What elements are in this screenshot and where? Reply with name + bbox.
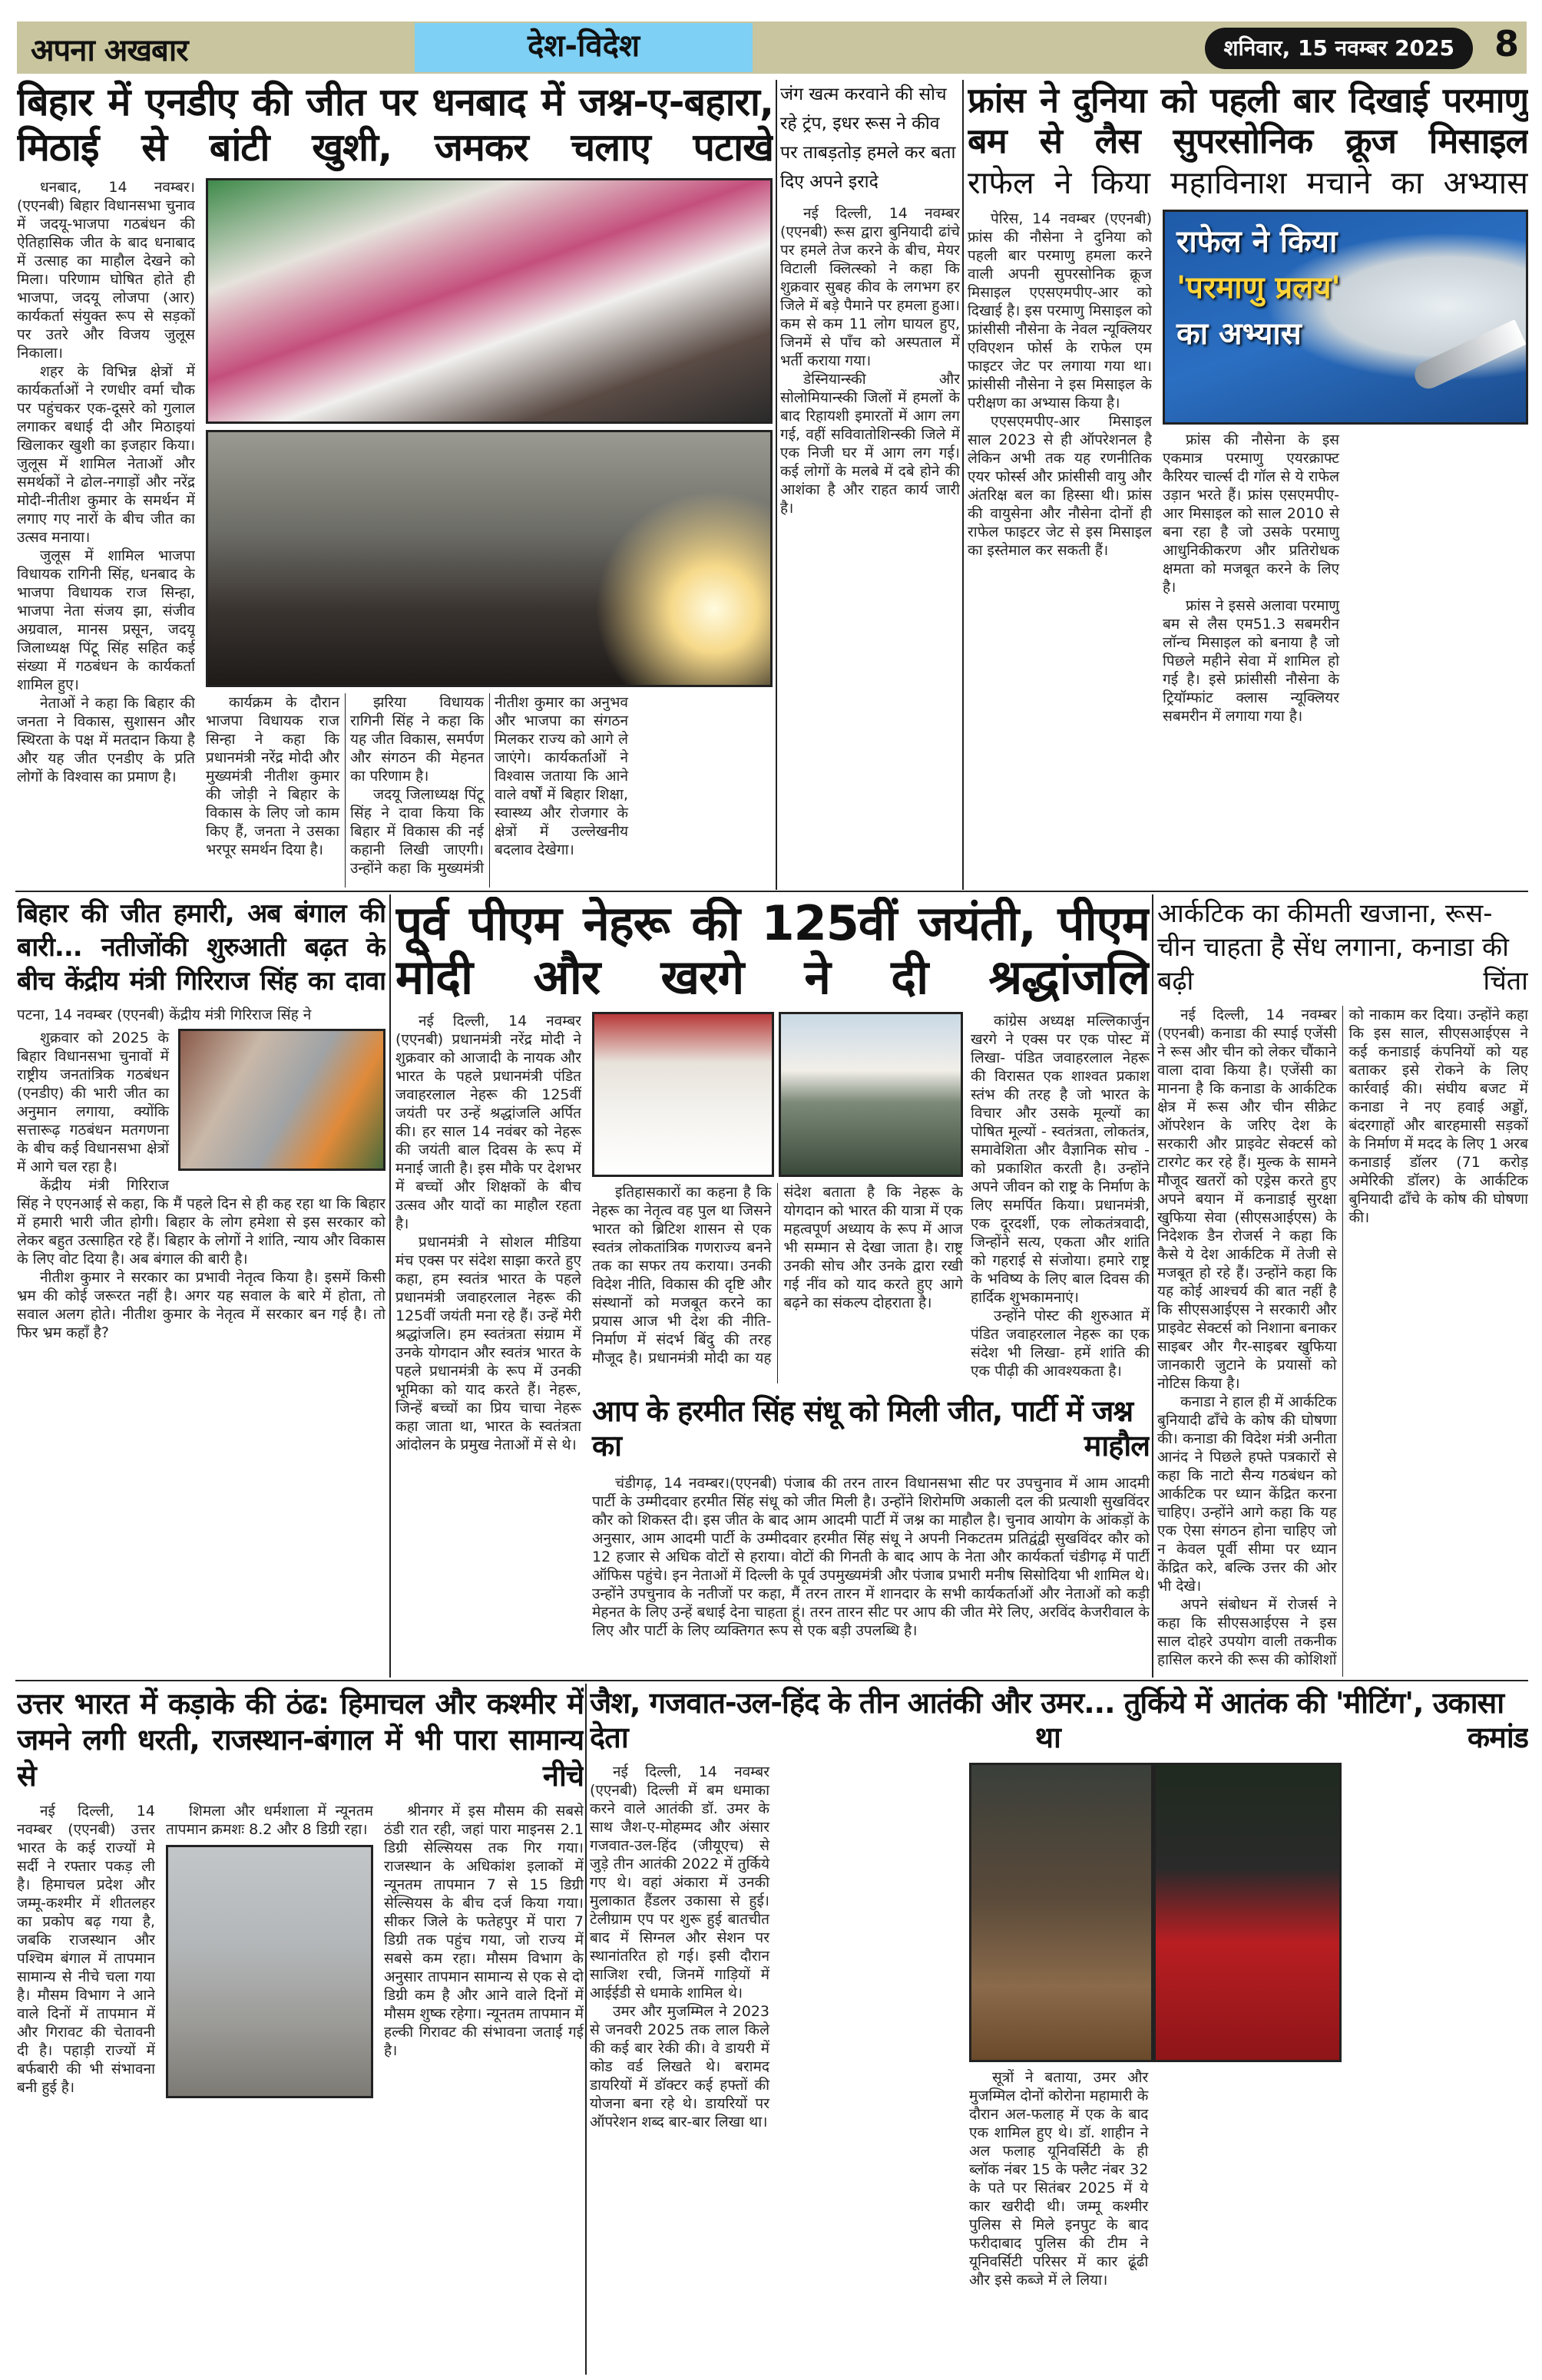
column-divider <box>962 80 964 890</box>
page-number: 8 <box>1494 23 1519 64</box>
paragraph: नई दिल्ली, 14 नवम्बर (एएनबी) प्रधानमंत्री नरेंद्र मोदी ने शुक्रवार को आजादी के नायक और भारत के पहले प्रधानमंत्री पंडित जवाहरलाल नेहरू की 125वीं जयंती पर उन्हें श्रद्धांजलि अर्पित की। हर साल 14 नवंबर को नेहरू की जयंती बाल दिवस के रूप में मनाई जाती है। इस मौके पर देशभर में बच्चों और शिक्षकों के बीच उत्सव और यादों का माहौल रहता है। <box>395 1013 581 1232</box>
celebration-photo-1 <box>206 178 773 424</box>
paragraph: झरिया विधायक रागिनी सिंह ने कहा कि यह जीत विकास, समर्पण और संगठन की मेहनत का परिणाम है। <box>350 694 484 785</box>
rafale-graphic <box>1163 210 1528 425</box>
article-body-arctic <box>1157 1006 1528 1677</box>
newspaper-brand: अपना अखबार <box>31 33 188 68</box>
nehru-statue-photo <box>779 1012 963 1177</box>
article-body-dhanbad <box>17 178 195 888</box>
paragraph: कार्यक्रम के दौरान भाजपा विधायक राज सिन्हा ने कहा कि प्रधानमंत्री नरेंद्र मोदी और मुख्यमंत्री नीतीश कुमार की जोड़ी ने बिहार के विकास के लिए जो काम किए हैं, जनता ने उसका भरपूर समर्थन दिया है। <box>206 694 339 858</box>
paragraph: केंद्रीय मंत्री गिरिराज सिंह ने एएनआई से कहा, कि मैं पहले दिन से ही कह रहा था कि बिहार में हमारी भारी जीत होगी। बिहार के लोग हमेशा से इस सरकार को लेकर बहुत उत्साहित रहे हैं। बिहार के लोगों ने शांति, न्याय और विकास के लिए वोट दिया है। अब बंगाल की बारी है। <box>17 1177 386 1268</box>
paragraph: कनाडा ने हाल ही में आर्कटिक बुनियादी ढाँचे के कोष की घोषणा की। कनाडा की विदेश मंत्री अनीता आनंद ने पिछले हफ्ते पत्रकारों से कहा कि नाटो सैन्य गठबंधन को आर्कटिक पर ध्यान केंद्रित करना चाहिए। उन्होंने आगे कहा कि यह एक ऐसा संगठन होना चाहिए जो न केवल पूर्वी सीमा पर ध्यान केंद्रित करे, बल्कि उत्तर की ओर भी देखे। <box>1157 1393 1337 1595</box>
headline-cold-wave: उत्तर भारत में कड़ाके की ठंढ: हिमाचल और कश्मीर में जमने लगी धरती, राजस्थान-बंगाल में भी पारा सामान्य से नीचे <box>17 1687 584 1793</box>
article-body-cold-wave-srinagar <box>384 1802 584 2372</box>
headline-harmeet: आप के हरमीत सिंह संधू को मिली जीत, पार्टी में जश्न का माहौल <box>592 1394 1150 1463</box>
headline-nehru: पूर्व पीएम नेहरू की 125वीं जयंती, पीएम मोदी और खरगे ने दी श्रद्धांजलि <box>395 897 1150 1005</box>
section-divider <box>15 1680 1528 1681</box>
giriraj-singh-photo <box>178 1029 386 1171</box>
headline-kyiv: जंग खत्म करवाने की सोच रहे ट्रंप, इधर रूस ने कीव पर ताबड़तोड़ हमले कर बता दिए अपने इरादे <box>780 84 956 192</box>
article-body-nehru-right <box>971 1012 1150 1383</box>
article-body-kyiv <box>780 204 960 888</box>
fog-photo <box>166 1845 373 2098</box>
headline-france: फ्रांस ने दुनिया को पहली बार दिखाई परमाणु बम से लैस सुपरसोनिक क्रूज मिसाइल <box>968 80 1528 162</box>
paragraph: नीतीश कुमार ने सरकार का प्रभावी नेतृत्व किया है। इसमें किसी भ्रम की कोई जरूरत नहीं है। अगर यह सवाल के बारे में होता, तो सवाल अलग होते। नीतीश कुमार के नेतृत्व में सरकार बन गई है। तो फिर भ्रम कहाँ है? <box>17 1269 386 1341</box>
article-body-harmeet <box>592 1474 1150 1677</box>
section-divider <box>15 891 1528 892</box>
paragraph: नई दिल्ली, 14 नवम्बर (एएनबी) दिल्ली में बम धमाका करने वाले आतंकी डॉ. उमर के साथ जैश-ए-मोहम्मद और अंसार गजवात-उल-हिंद (जीयूएच) से जुड़े तीन आतंकी 2022 में तुर्किये गए थे। वहां अंकारा में उनकी मुलाकात हैंडलर उकासा से हुई। टेलीग्राम एप पर शुरू हुई बातचीत बाद में सिग्नल और सेशन पर स्थानांतरित हो गई। इसी दौरान साजिश रची, जिनमें गाड़ियों में आईईडी से धमाके शामिल थे। <box>590 1763 769 2002</box>
graphic-caption-line2: 'परमाणु प्रलय' <box>1176 269 1341 306</box>
article-nehru <box>395 897 1150 1677</box>
paragraph: अपने संबोधन में रोजर्स ने कहा कि सीएसआईएस ने इस साल दोहरे उपयोग वाली तकनीक हासिल करने की रूस की कोशिशों को नाकाम कर दिया। उन्होंने कहा कि इस साल, सीएसआईएस ने कई कनाडाई कंपनियों को यह बताकर इसे रोकने के लिए कार्रवाई की। संघीय बजट में कनाडा ने नए हवाई अड्डों, बंदरगाहों और बारहमासी सड़कों के निर्माण में मदद के लिए 1 अरब कनाडाई डॉलर (71 करोड़ अमेरिकी डॉलर) के आर्कटिक बुनियादी ढाँचे के कोष की घोषणा की। <box>1157 1007 1528 1668</box>
graphic-caption-line1: राफेल ने किया <box>1176 223 1338 259</box>
paragraph: इतिहासकारों का कहना है कि नेहरू का नेतृत्व वह पुल था जिसने भारत को ब्रिटिश शासन से एक स्वतंत्र लोकतांत्रिक गणराज्य बनने तक का सफर तय कराया। उनकी विदेश नीति, विकास की दृष्टि और संस्थानों को मजबूत करने का प्रयास आज भी देश की नीति-निर्माण में संदर्भ बिंदु की तरह मौजूद है। प्रधानमंत्री मोदी का यह संदेश बताता है कि नेहरू के योगदान को भारत की यात्रा में एक महत्वपूर्ण अध्याय के रूप में आज भी सम्मान से देखा जाता है। राष्ट्र उनकी सोच और उनके द्वारा रखी गई नींव को याद करते हुए आगे बढ़ने का संकल्प दोहराता है। <box>592 1184 963 1367</box>
column-divider <box>389 894 391 1678</box>
paragraph: फ्रांस ने इससे अलावा परमाणु बम से लैस एम51.3 सबमरीन लॉन्च मिसाइल को बनाया है जो पिछले महीने सेवा में शामिल हो गई है। इसे फ्रांसीसी नौसेना के ट्रियॉम्फांट क्लास न्यूक्लियर सबमरीन में लगाया गया है। <box>1163 597 1339 725</box>
article-body-nehru-continued <box>592 1183 963 1383</box>
column-divider <box>585 1684 587 2375</box>
article-body-cold-wave-shimla <box>166 1802 373 1839</box>
paragraph: शिमला और धर्मशाला में न्यूनतम तापमान क्रमशः 8.2 और 8 डिग्री रहा। <box>166 1803 373 1838</box>
article-kyiv <box>780 80 960 888</box>
dateline-giriraj: पटना, 14 नवम्बर (एएनबी) केंद्रीय मंत्री गिरिराज सिंह ने <box>17 1007 312 1023</box>
issue-date: शनिवार, 15 नवम्बर 2025 <box>1205 28 1473 69</box>
article-jaish <box>590 1686 1528 2372</box>
article-body-giriraj <box>17 1029 386 1677</box>
paragraph: चंडीगढ़, 14 नवम्बर।(एएनबी) पंजाब की तरन तारन विधानसभा सीट पर उपचुनाव में आम आदमी पार्टी के उम्मीदवार हरमीत सिंह संधू को जीत मिली है। उन्होंने शिरोमणि अकाली दल की प्रत्याशी सुखविंदर कौर को शिकस्त दी। इस जीत के बाद आम आदमी पार्टी में जश्न का माहौल है। चुनाव आयोग के आंकड़ों के अनुसार, आम आदमी पार्टी के उम्मीदवार हरमीत सिंह संधू ने अपनी निकटतम प्रतिद्वंद्वी सुखविंदर कौर को 12 हजार से अधिक वोटों से हराया। वोटों की गिनती के बाद आप के नेता और कार्यकर्ता चंडीगढ़ में पार्टी ऑफिस पहुंचे। इन नेताओं में दिल्ली के पूर्व उपमुख्यमंत्री और पंजाब प्रभारी मनीष सिसोदिया भी शामिल थे। उन्होंने उपचुनाव के नतीजों पर कहा, मैं तरन तारन में शानदार के सभी कार्यकर्ताओं और नेताओं को कड़ी मेहनत के लिए उन्हें बधाई देना चाहता हूं। तरन तारन सीट पर आप की जीत मेरे लिए, अरविंद केजरीवाल के लिए और पार्टी के लिए व्यक्तिगत रूप से एक बड़ी उपलब्धि है। <box>592 1475 1150 1639</box>
paragraph: नई दिल्ली, 14 नवम्बर (एएनबी) उत्तर भारत के कई राज्यों मे सर्दी ने रफ्तार पकड़ ली है। हिमाचल प्रदेश और जम्मू-कश्मीर में शीतलहर का प्रकोप बढ़ गया है, जबकि राजस्थान और पश्चिम बंगाल में तापमान सामान्य से नीचे चला गया है। मौसम विभाग ने आने वाले दिनों में तापमान में और गिरावट की चेतावनी दी है। पहाड़ी राज्यों में बर्फबारी की भी संभावना बनी हुई है। <box>17 1803 155 2096</box>
paragraph: नई दिल्ली, 14 नवम्बर (एएनबी) कनाडा की स्पाई एजेंसी ने रूस और चीन को लेकर चौंकाने वाला दावा किया है। एजेंसी का मानना है कि कनाडा के आर्कटिक क्षेत्र में रूस और चीन सीक्रेट ऑपरेशन के जरिए देश के सरकारी और प्राइवेट सेक्टर्स को टारगेट कर रहे हैं। मुल्क के सामने मौजूद खतरों को एड्रेस करते हुए अपने बयान में कनाडाई सुरक्षा खुफिया सेवा (सीएसआईएस) के निदेशक डैन रोजर्स ने कहा कि कैसे ये देश आर्कटिक में तेजी से मजबूत हो रहे हैं। उन्होंने कहा कि यह कोई आश्चर्य की बात नहीं है कि सीएसआईएस ने सरकारी और प्राइवेट सेक्टर्स को निशाना बनाकर साइबर और गैर-साइबर खुफिया जानकारी जुटाने के प्रयासों को नोटिस किया है। <box>1157 1007 1337 1392</box>
paragraph: डेस्नियान्स्की और सोलोमियान्स्की जिलों में हमलों के बाद रिहायशी इमारतों में आग लग गई, वहीं सविवातोशिन्स्की जिले में एक निजी घर में आग लग गई। कई लोगों के मलबे में दबे होने की आशंका है और राहत कार्य जारी है। <box>780 371 960 517</box>
firecrackers-photo <box>206 430 773 687</box>
article-body-jaish-continued <box>969 2068 1528 2372</box>
article-giriraj <box>17 897 386 1677</box>
pm-modi-photo <box>592 1012 774 1177</box>
article-dhanbad <box>17 80 773 888</box>
paragraph: नई दिल्ली, 14 नवम्बर (एएनबी) रूस द्वारा बुनियादी ढांचे पर हमले तेज करने के बीच, मेयर विटाली क्लित्स्को ने कहा कि शुक्रवार सुबह कीव के लगभग हर जिले में बड़े पैमाने पर हमला हुआ। कम से कम 11 लोग घायल हुए, जिनमें से पाँच को अस्पताल में भर्ती कराया गया। <box>780 205 960 369</box>
police-photo <box>969 1763 1153 2062</box>
headline-jaish: जैश, गजवात-उल-हिंद के तीन आतंकी और उमर... तुर्किये में आतंक की 'मीटिंग', उकासा देता था कमांड <box>590 1686 1528 1754</box>
paragraph: उन्होंने पोस्ट की शुरुआत में पंडित जवाहरलाल नेहरू का एक संदेश भी लिखा- हमें शांति की एक पीढ़ी की आवश्यकता है। <box>971 1307 1150 1380</box>
paragraph: एएसएमपीए-आर मिसाइल साल 2023 से ही ऑपरेशनल है लेकिन अभी तक यह रणनीतिक एयर फोर्स्स और फ्रांसीसी वायु और अंतरिक्ष बल का हिस्सा थी। फ्रांस की वायुसेना और नौसेना दोनों ही राफेल फाइटर जेट से इस मिसाइल का इस्तेमाल कर सकती हैं। <box>968 412 1152 559</box>
paragraph: प्रधानमंत्री ने सोशल मीडिया मंच एक्स पर संदेश साझा करते हुए कहा, हम स्वतंत्र भारत के पहले प्रधानमंत्री जवाहरलाल नेहरू की 125वीं जयंती मना रहे हैं। उन्हें मेरी श्रद्धांजलि। हम स्वतंत्रता संग्राम में उनके योगदान और स्वतंत्र भारत के पहले प्रधानमंत्री के रूप में उनकी भूमिका को याद करते हैं। नेहरू, जिन्हें बच्चों का प्रिय चाचा नेहरू कहा जाता था, भारत के स्वतंत्रता आंदोलन के प्रमुख नेताओं में से थे। <box>395 1234 581 1453</box>
paragraph: फ्रांस की नौसेना के इस एकमात्र परमाणु एयरक्राफ्ट कैरियर चार्ल्स दी गॉल से ये राफेल उड़ान भरते हैं। फ्रांस एसएमपीए-आर मिसाइल को साल 2010 से बना रहा है जो उसके परमाणु आधुनिकीकरण और प्रतिरोधक क्षमता को मजबूत करने के लिए है। <box>1163 431 1339 596</box>
paragraph: नेताओं ने कहा कि बिहार की जनता ने विकास, सुशासन और स्थिरता के पक्ष में मतदान किया है और यह जीत एनडीए के प्रति लोगों के विश्वास का प्रमाण है। <box>17 695 195 785</box>
paragraph: सूत्रों ने बताया, उमर और मुजम्मिल दोनों कोरोना महामारी के दौरान अल-फलाह में एक के बाद एक शामिल हुए थे। डॉ. शाहीन ने अल फलाह यूनिवर्सिटी के ही ब्लॉक नंबर 15 के फ्लैट नंबर 32 के पते पर सितंबर 2025 में ये कार खरीदी थी। जम्मू कश्मीर पुलिस से मिले इनपुट के बाद फरीदाबाद पुलिस की टीम ने यूनिवर्सिटी परिसर में कार ढूंढी और इसे कब्जे में ले लिया। <box>969 2068 1149 2289</box>
graphic-caption-line3: का अभ्यास <box>1176 316 1302 352</box>
paragraph: शहर के विभिन्न क्षेत्रों में कार्यकर्ताओं ने रणधीर वर्मा चौक पर पहुंचकर एक-दूसरे को गुलाल लगाकर बधाई दी और मिठाइयां खिलाकर खुशी का इजहार किया। जुलूस में शामिल नेताओं और समर्थकों ने ढोल-नगाड़ों और नरेंद्र मोदी-नीतीश कुमार के समर्थन में लगाए गए नारों के बीच जीत का उत्सव मनाया। <box>17 363 195 546</box>
article-cold-wave <box>17 1686 584 2372</box>
column-divider <box>776 80 777 890</box>
headline-arctic: आर्कटिक का कीमती खजाना, रूस-चीन चाहता है सेंध लगाना, कनाडा की बढ़ी चिंता <box>1157 898 1528 997</box>
paragraph: उमर और मुजम्मिल ने 2023 से जनवरी 2025 तक लाल किले की कई बार रेकी की। वे डायरी में कोड वर्ड लिखते थे। बरामद डायरियों में डॉक्टर कई हफ्तों की योजना बना रहे थे। डायरियों पर ऑपरेशन शब्द बार-बार लिखा था। <box>590 2002 769 2130</box>
paragraph: श्रीनगर में इस मौसम की सबसे ठंडी रात रही, जहां पारा माइनस 2.1 डिग्री सेल्सियस तक गिर गया। राजस्थान के अधिकांश इलाकों में न्यूनतम तापमान 7 से 15 डिग्री सेल्सियस के बीच दर्ज किया गया। सीकर जिले के फतेहपुर में पारा 7 डिग्री तक पहुंच गया, जो राज्य में सबसे कम रहा। मौसम विभाग के अनुसार तापमान सामान्य से एक से दो डिग्री कम है और आने वाले दिनों में मौसम शुष्क रहेगा। न्यूनतम तापमान में हल्की गिरावट की संभावना जताई गई है। <box>384 1803 584 2059</box>
article-france <box>968 80 1528 888</box>
headline-dhanbad: बिहार में एनडीए की जीत पर धनबाद में जश्न-ए-बहारा, मिठाई से बांटी खुशी, जमकर चलाए पटाखे <box>17 80 773 170</box>
article-body-france <box>968 210 1152 888</box>
article-body-france-continued <box>1163 431 1528 888</box>
subheadline-france: राफेल ने किया महाविनाश मचाने का अभ्यास <box>968 164 1528 202</box>
column-divider <box>1152 894 1153 1678</box>
article-body-cold-wave <box>17 1802 155 2372</box>
headline-giriraj: बिहार की जीत हमारी, अब बंगाल की बारी... नतीजोंकी शुरुआती बढ़त के बीच केंद्रीय मंत्री गिरिराज सिंह का दावा <box>17 898 386 997</box>
paragraph: जुलूस में शामिल भाजपा विधायक रागिनी सिंह, धनबाद के भाजपा विधायक राज सिन्हा, भाजपा नेता संजय झा, संजीव अग्रवाल, मानस प्रसून, जदयू जिलाध्यक्ष पिंटू सिंह सहित कई संख्या में गठबंधन के कार्यकर्ता शामिल हुए। <box>17 547 195 693</box>
article-body-dhanbad-continued <box>206 693 773 888</box>
article-body-jaish <box>590 1763 961 2372</box>
graphic-caption <box>1176 223 1341 353</box>
article-arctic <box>1157 897 1528 1677</box>
paragraph: कांग्रेस अध्यक्ष मल्लिकार्जुन खरगे ने एक्स पर एक पोस्ट में लिखा- पंडित जवाहरलाल नेहरू की विरासत एक शाश्वत प्रकाश स्तंभ की तरह है जो भारत के विचार और उसके मूल्यों का पोषित मूल्यों - स्वतंत्रता, लोकतंत्र, समावेशिता और वैज्ञानिक सोच - को प्रकाशित करती है। उन्होंने अपने जीवन को राष्ट्र के निर्माण के लिए समर्पित किया। प्रधानमंत्री, एक दूरदर्शी, एक लोकतंत्रवादी, जिन्होंने सत्य, एकता और शांति को गहराई से संजोया। हमारे राष्ट्र के भविष्य के लिए बाल दिवस की हार्दिक शुभकामनाएं। <box>971 1013 1150 1306</box>
section-title: देश-विदेश <box>415 23 753 72</box>
red-car-photo <box>1153 1763 1342 2062</box>
paragraph: धनबाद, 14 नवम्बर।(एएनबी) बिहार विधानसभा चुनाव में जदयू-भाजपा गठबंधन की ऐतिहासिक जीत के बाद धनाबाद में उत्साह का माहौल देखने को मिला। परिणाम घोषित होते ही भाजपा, जदयू लोजपा (आर) कार्यकर्ता संयुक्त रूप से सड़कों पर उतरे और विजय जुलूस निकाला। <box>17 179 195 362</box>
paragraph: शुक्रवार को 2025 के बिहार विधानसभा चुनावों में राष्ट्रीय जनतांत्रिक गठबंधन (एनडीए) की भारी जीत का अनुमान लगाया, क्योंकि सत्तारूढ़ गठबंधन मतगणना के बीच कई विधानसभा क्षेत्रों में आगे चल रहा है। <box>17 1030 169 1175</box>
article-body-nehru <box>395 1012 581 1677</box>
jet-icon <box>1410 319 1526 393</box>
paragraph: पेरिस, 14 नवम्बर (एएनबी) फ्रांस की नौसेना ने दुनिया को पहली बार परमाणु हमला करने वाली अपनी सुपरसोनिक क्रूज मिसाइल एएसएमपीए-आर को दिखाई है। इस परमाणु मिसाइल को फ्रांसीसी नौसेना के नेवल न्यूक्लियर एविएशन फोर्स के राफेल एम फाइटर जेट पर लगाया गया था। फ्रांसीसी नौसेना ने इस मिसाइल के परीक्षण का अभ्यास किया है। <box>968 210 1152 412</box>
paragraph: जदयू जिलाध्यक्ष पिंटू सिंह ने दावा किया कि बिहार में विकास की नई कहानी लिखी जाएगी। उन्होंने कहा कि मुख्यमंत्री नीतीश कुमार का अनुभव और भाजपा का संगठन मिलकर राज्य को आगे ले जाएंगे। कार्यकर्ताओं ने विश्वास जताया कि आने वाले वर्षों में बिहार शिक्षा, स्वास्थ्य और रोजगार के क्षेत्रों में उल्लेखनीय बदलाव देखेगा। <box>350 694 628 877</box>
